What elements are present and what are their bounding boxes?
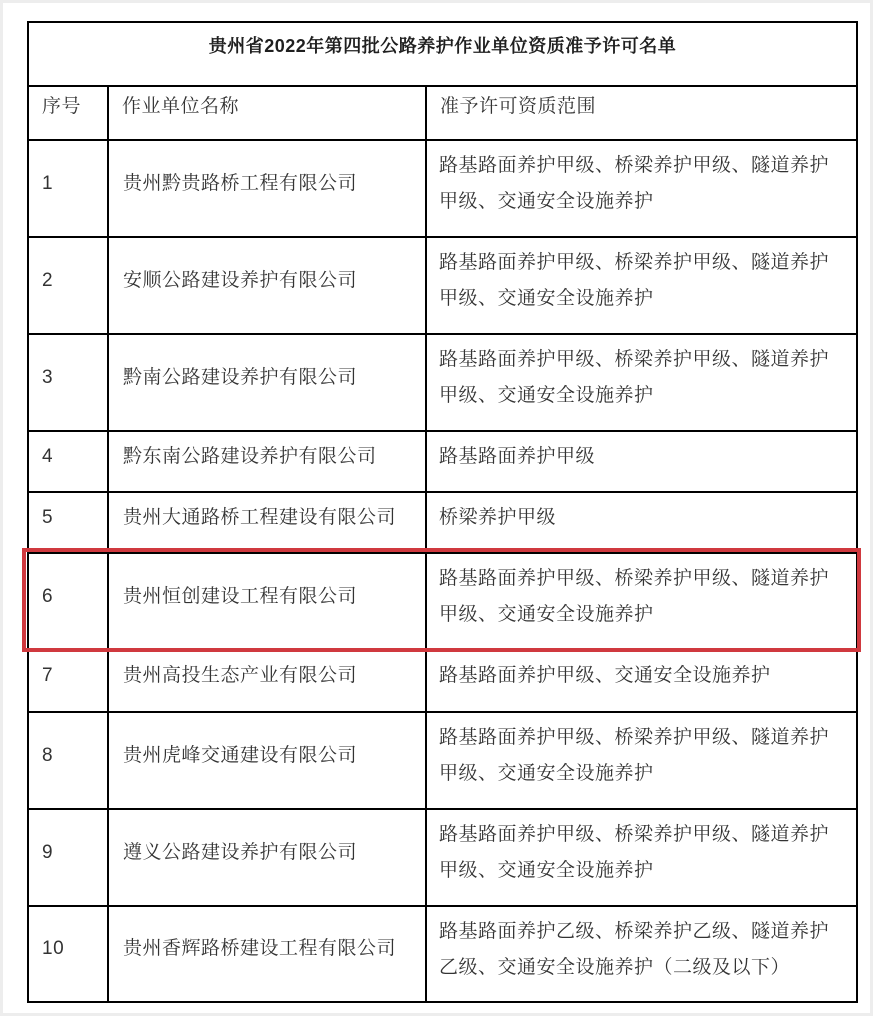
unit-name-cell: 黔东南公路建设养护有限公司 — [108, 431, 426, 492]
unit-name-cell: 黔南公路建设养护有限公司 — [108, 334, 426, 431]
licensed-scope-cell: 路基路面养护甲级、交通安全设施养护 — [426, 650, 857, 712]
unit-name-cell: 遵义公路建设养护有限公司 — [108, 809, 426, 906]
unit-name-cell: 贵州大通路桥工程建设有限公司 — [108, 492, 426, 553]
licensed-scope-cell: 路基路面养护甲级、桥梁养护甲级、隧道养护甲级、交通安全设施养护 — [426, 237, 857, 334]
row-number-cell: 9 — [28, 809, 108, 906]
approval-list-table — [27, 21, 858, 1003]
licensed-scope-cell: 路基路面养护甲级、桥梁养护甲级、隧道养护甲级、交通安全设施养护 — [426, 334, 857, 431]
licensed-scope-cell: 桥梁养护甲级 — [426, 492, 857, 553]
licensed-scope-cell: 路基路面养护甲级、桥梁养护甲级、隧道养护甲级、交通安全设施养护 — [426, 809, 857, 906]
table-row — [28, 492, 857, 553]
row-number-cell: 2 — [28, 237, 108, 334]
table-row — [28, 431, 857, 492]
table-header-row — [28, 86, 857, 140]
column-header-unit-name: 作业单位名称 — [108, 86, 426, 140]
licensed-scope-cell: 路基路面养护乙级、桥梁养护乙级、隧道养护乙级、交通安全设施养护（二级及以下） — [426, 906, 857, 1002]
table-title: 贵州省2022年第四批公路养护作业单位资质准予许可名单 — [28, 22, 857, 86]
licensed-scope-cell: 路基路面养护甲级、桥梁养护甲级、隧道养护甲级、交通安全设施养护 — [426, 140, 857, 237]
row-number-cell: 7 — [28, 650, 108, 712]
row-number-cell: 3 — [28, 334, 108, 431]
row-number-cell: 5 — [28, 492, 108, 553]
unit-name-cell: 安顺公路建设养护有限公司 — [108, 237, 426, 334]
licensed-scope-cell: 路基路面养护甲级、桥梁养护甲级、隧道养护甲级、交通安全设施养护 — [426, 553, 857, 650]
table-row — [28, 553, 857, 650]
unit-name-cell: 贵州香辉路桥建设工程有限公司 — [108, 906, 426, 1002]
table-title-row — [28, 22, 857, 86]
row-number-cell: 8 — [28, 712, 108, 809]
table-row — [28, 334, 857, 431]
row-number-cell: 6 — [28, 553, 108, 650]
licensed-scope-cell: 路基路面养护甲级 — [426, 431, 857, 492]
row-number-cell: 10 — [28, 906, 108, 1002]
table-row — [28, 650, 857, 712]
table-row — [28, 237, 857, 334]
column-header-licensed-scope: 准予许可资质范围 — [426, 86, 857, 140]
unit-name-cell: 贵州虎峰交通建设有限公司 — [108, 712, 426, 809]
table-row — [28, 140, 857, 237]
licensed-scope-cell: 路基路面养护甲级、桥梁养护甲级、隧道养护甲级、交通安全设施养护 — [426, 712, 857, 809]
unit-name-cell: 贵州高投生态产业有限公司 — [108, 650, 426, 712]
row-number-cell: 1 — [28, 140, 108, 237]
column-header-serial-number: 序号 — [28, 86, 108, 140]
table-row — [28, 712, 857, 809]
table-row — [28, 906, 857, 1002]
document-table-container — [27, 21, 858, 1003]
unit-name-cell: 贵州黔贵路桥工程有限公司 — [108, 140, 426, 237]
table-row — [28, 809, 857, 906]
row-number-cell: 4 — [28, 431, 108, 492]
unit-name-cell: 贵州恒创建设工程有限公司 — [108, 553, 426, 650]
